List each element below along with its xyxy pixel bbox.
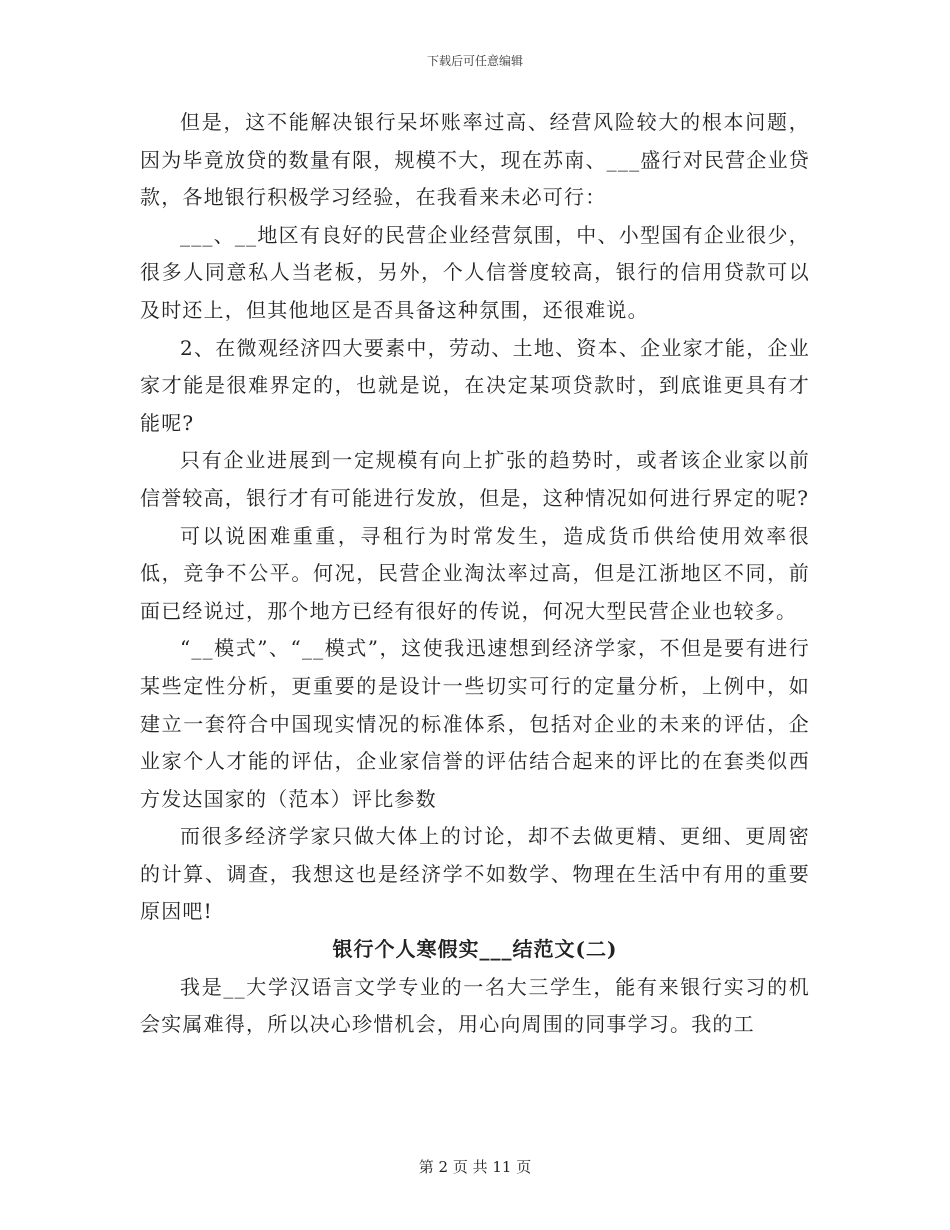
paragraph: 我是__大学汉语言文学专业的一名大三学生，能有来银行实习的机会实属难得，所以决心珍惜机会，用心向周围的同事学习。我的工 — [140, 974, 810, 1037]
paragraph: 可以说困难重重，寻租行为时常发生，造成货币供给使用效率很低，竞争不公平。何况，民营企业淘汰率过高，但是江浙地区不同，前面已经说过，那个地方已经有很好的传说，何况大型民营企业也较多。 — [140, 523, 810, 623]
paragraph: 只有企业进展到一定规模有向上扩张的趋势时，或者该企业家以前信誉较高，银行才有可能进行发放，但是，这种情况如何进行界定的呢? — [140, 448, 810, 510]
page-number-footer: 第 2 页 共 11 页 — [418, 1158, 532, 1176]
page-header: 下载后可任意编辑 — [426, 54, 523, 68]
paragraph: 2、在微观经济四大要素中，劳动、土地、资本、企业家才能，企业家才能是很难界定的，也就是说，在决定某项贷款时，到底谁更具有才能呢? — [140, 335, 810, 435]
paragraph: 但是，这不能解决银行呆坏账率过高、经营风险较大的根本问题，因为毕竟放贷的数量有限，规模不大，现在苏南、___盛行对民营企业贷款，各地银行积极学习经验，在我看来未必可行： — [140, 110, 810, 210]
document-body — [140, 104, 810, 1044]
section-heading: 银行个人寒假实___结范文(二) — [332, 937, 618, 962]
paragraph: ___、__地区有良好的民营企业经营氛围，中、小型国有企业很少，很多人同意私人当老板，另外，个人信誉度较高，银行的信用贷款可以及时还上，但其他地区是否具备这种氛围，还很难说。 — [140, 222, 810, 322]
paragraph: “__模式”、“__模式”，这使我迅速想到经济学家，不但是要有进行某些定性分析，更重要的是设计一些切实可行的定量分析，上例中，如建立一套符合中国现实情况的标准体系，包括对企业的未来的评估，企业家个人才能的评估，企业家信誉的评估结合起来的评比的在套类似西方发达国家的（范本）评比参数 — [140, 636, 810, 811]
paragraph: 而很多经济学家只做大体上的讨论，却不去做更精、更细、更周密的计算、调查，我想这也是经济学不如数学、物理在生活中有用的重要原因吧! — [140, 824, 810, 924]
